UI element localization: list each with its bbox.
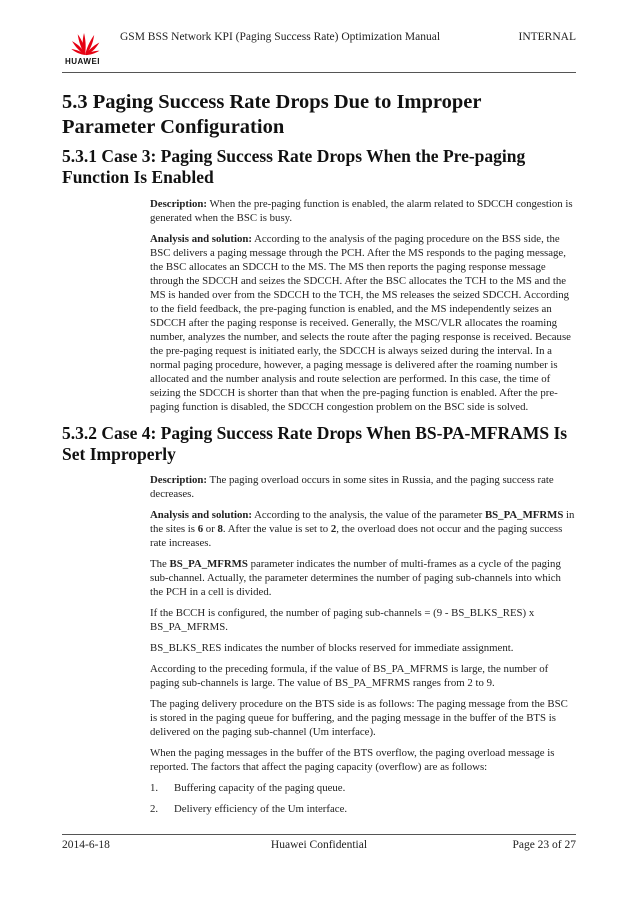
analysis-text: in the sites is [150,509,575,536]
paragraph-text: The [150,558,170,571]
section-heading: 5.3 Paging Success Rate Drops Due to Improper Parameter Configuration [62,91,482,138]
footer-date: 2014-6-18 [62,839,110,851]
case4-heading: 5.3.2 Case 4: Paging Success Rate Drops When BS-PA-MFRAMS Is Set Improperly [62,422,568,465]
factor-list [150,781,576,816]
parameter-definition [150,557,576,599]
analysis-text: or [203,523,218,536]
case4-body [150,473,576,816]
parameter-name: BS_PA_MFRMS [484,509,564,522]
list-text: Buffering capacity of the paging queue. [174,782,346,795]
list-number: 2. [150,803,159,816]
description-label: Description: [150,197,207,210]
description-text: When the pre-paging function is enabled, the alarm related to SDCCH congestion is generated when the BSC is busy. [150,197,573,224]
logo-wordmark: HUAWEI [65,57,100,66]
footer-confidential: Huawei Confidential [270,839,368,851]
list-item [150,802,576,816]
value-2: 2 [330,523,337,536]
analysis-label: Analysis and solution: [150,232,253,245]
document-title: GSM BSS Network KPI (Paging Success Rate) Optimization Manual [120,31,441,43]
analysis-text: . After the value is set to [222,523,331,536]
paragraph-text: parameter indicates the number of multi-frames as a cycle of the paging sub-channel. Actually, the parameter determines the number of paging sub-channels into which the PCH in a cell is divided. [150,558,561,599]
huawei-logo [62,28,108,70]
delivery-paragraph: The paging delivery procedure on the BTS side is as follows: The paging message from the BSC is stored in the paging queue for buffering, and the paging message in the buffer of the BTS is delivered on the paging sub-channel (Um interface). [150,698,568,739]
page-header [62,28,576,73]
analysis-text: According to the analysis of the paging procedure on the BSS side, the BSC delivers a paging message through the PCH. After the MS responds to the paging message, the BSC allocates an SDCCH to the MS. The MS then reports the paging response message through the SDCCH and seizes the SDCCH. After the BSC allocates the TCH to the MS and the MS is handed over from the SDCCH to the TCH, the MS releases the seized SDCCH. According to the field feedback, the pre-paging function is enabled, and the MS independently seizes an SDCCH after the paging response is received. Generally, the MSC/VLR allocates the roaming number, analyzes the number, and selects the route after the paging response is received. Because the pre-paging request is initiated early, the SDCCH is always seized during the interval. In a normal paging procedure, however, a paging message is delivered after the roaming number is allocated and the number analysis and route selection are performed. In this case, the time of seizing the SDCCH is shorter than that when the pre-paging function is enabled. After the pre-paging function is disabled, the SDCCH congestion problem on the BSC side is solved. [150,232,571,413]
parameter-name: BS_PA_MFRMS [169,558,248,571]
list-item [150,781,576,795]
huawei-petals-icon [62,28,108,58]
description-label: Description: [150,474,207,487]
case3-heading: 5.3.1 Case 3: Paging Success Rate Drops When the Pre-paging Function Is Enabled [62,146,526,188]
value-8: 8 [217,523,223,536]
page-footer [62,834,576,855]
list-text: Delivery efficiency of the Um interface. [174,803,348,816]
analysis-text: According to the analysis, the value of the parameter [252,509,485,522]
page-content [62,90,576,823]
classification-label: INTERNAL [518,31,576,43]
blks-res-paragraph: BS_BLKS_RES indicates the number of blocks reserved for immediate assignment. [150,642,514,655]
range-paragraph: According to the preceding formula, if the value of BS_PA_MFRMS is large, the number of paging sub-channels is large. The value of BS_PA_MFRMS ranges from 2 to 9. [150,663,549,690]
case4-description [150,473,576,501]
formula-paragraph: If the BCCH is configured, the number of paging sub-channels = (9 - BS_BLKS_RES) x BS_PA_MFRMS. [150,607,535,634]
analysis-text: , the overload does not occur and the paging success rate increases. [150,523,563,550]
analysis-label: Analysis and solution: [150,509,253,522]
value-6: 6 [197,523,204,536]
footer-page-number: Page 23 of 27 [512,839,576,851]
overflow-paragraph: When the paging messages in the buffer of the BTS overflow, the paging overload message is reported. The factors that affect the paging capacity (overflow) are as follows: [150,747,555,774]
description-text: The paging overload occurs in some sites in Russia, and the paging success rate decreases. [150,474,554,501]
list-number: 1. [150,782,159,795]
case3-description [150,197,576,225]
case3-analysis [150,232,576,414]
case4-analysis [150,508,576,550]
case3-body [150,197,576,414]
